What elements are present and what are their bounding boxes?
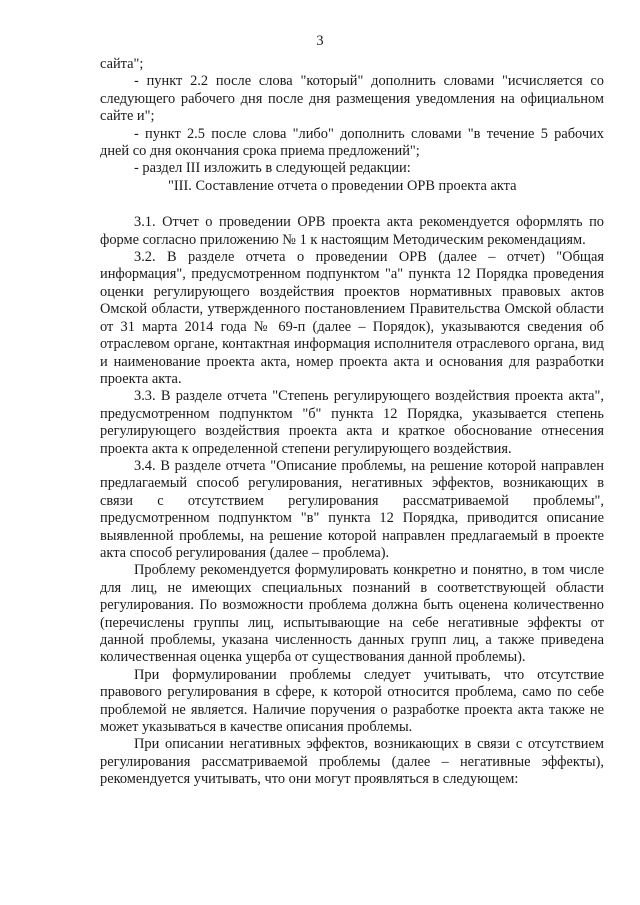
paragraph-problem-considerations: При формулировании проблемы следует учитывать, что отсутствие правового регулирования в сфере, к которой относится проблема, само по себе проблемой не является. Наличие поручения о разработке проекта акта также не может указываться в качестве описания проблемы. xyxy=(100,666,604,736)
paragraph-negative-effects: При описании негативных эффектов, возникающих в связи с отсутствием регулирования рассматриваемой проблемы (далее – негативные эффекты), рекомендуется учитывать, что они могут проявляться в следующем: xyxy=(100,736,604,788)
paragraph-item-2-2: - пункт 2.2 после слова "который" дополнить словами "исчисляется со следующего рабочего дня после дня размещения уведомления на официальном сайте и"; xyxy=(100,73,604,125)
section-heading: "III. Составление отчета о проведении ОРВ проекта акта xyxy=(168,177,517,194)
paragraph-problem-formulation: Проблему рекомендуется формулировать конкретно и понятно, в том числе для лиц, не имеющих специальных познаний в соответствующей области регулирования. По возможности проблема должна быть оценена количественно (перечислены группы лиц, испытывающие на себе негативные эффекты от данной проблемы, указана численность данных групп лиц, а также приведена количественная оценка ущерба от существования данной проблемы). xyxy=(100,562,604,666)
page-number: 3 xyxy=(316,33,324,49)
section-spacer xyxy=(100,195,604,214)
paragraph-3-2: 3.2. В разделе отчета о проведении ОРВ (далее – отчет) "Общая информация", предусмотренном подпунктом "а" пункта 12 Порядка проведения оценки регулирующего воздействия проектов нормативных правовых актов Омской области, утвержденного постановлением Правительства Омской области от 31 марта 2014 года № 69-п (далее – Порядок), указываются сведения об отраслевом органе, контактная информация исполнителя отраслевого органа, вид и наименование проекта акта, номер проекта акта и основания для разработки проекта акта. xyxy=(100,249,604,387)
paragraph-item-2-5: - пункт 2.5 после слова "либо" дополнить словами "в течение 5 рабочих дней со дня окончания срока приема предложений"; xyxy=(100,125,604,160)
paragraph-3-1: 3.1. Отчет о проведении ОРВ проекта акта рекомендуется оформлять по форме согласно приложению № 1 к настоящим Методическим рекомендациям. xyxy=(100,214,604,248)
document-body xyxy=(100,56,604,789)
paragraph-3-4: 3.4. В разделе отчета "Описание проблемы, на решение которой направлен предлагаемый способ регулирования, негативных эффектов, возникающих в связи с отсутствием регулирования рассматриваемой проблемы", предусмотренном подпунктом "в" пункта 12 Порядка, приводится описание выявленной проблемы, на решение которой направлен предлагаемый в проекте акта способ регулирования (далее – проблема). xyxy=(100,457,604,561)
paragraph-3-3: 3.3. В разделе отчета "Степень регулирующего воздействия проекта акта", предусмотренном подпунктом "б" пункта 12 Порядка, указывается степень регулирующего воздействия проекта акта и краткое обоснование отнесения проекта акта к определенной степени регулирующего воздействия. xyxy=(100,388,604,457)
paragraph-section-iii-intro: - раздел III изложить в следующей редакции: xyxy=(134,160,411,177)
paragraph-continuation: сайта"; xyxy=(100,56,144,72)
